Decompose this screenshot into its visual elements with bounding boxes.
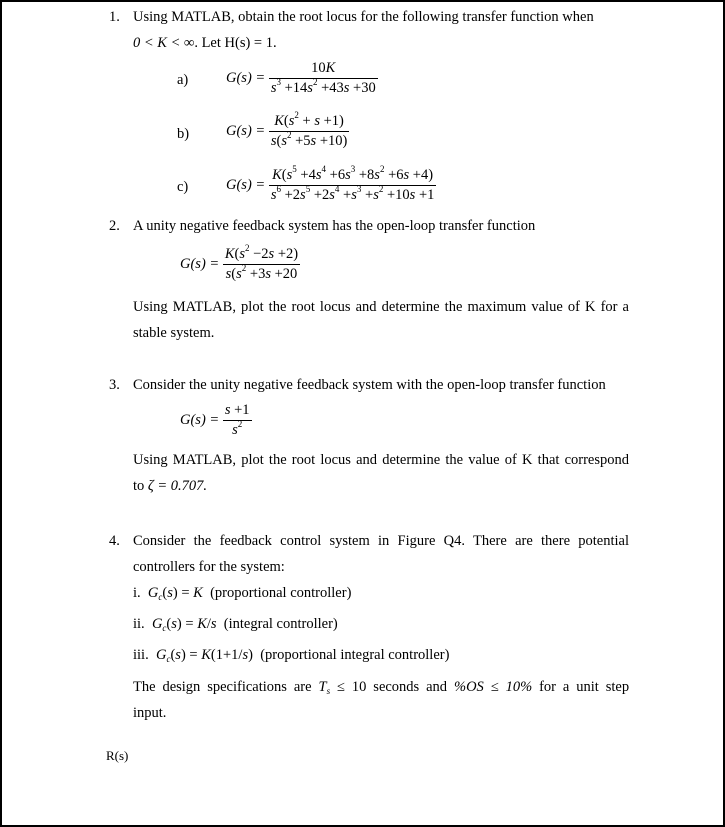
q1-equation-a: G(s) = $\frac{10K}{s^3 +14s^2 +43s +30}$	[226, 60, 376, 96]
q1-text-line1: Using MATLAB, obtain the root locus for the following transfer function when	[133, 9, 594, 25]
q3-paragraph: Using MATLAB, plot the root locus and determine the value of K that correspond to ζ = 0.707.	[133, 452, 629, 494]
q4-specifications: The design specifications are $T_s \le 10$ seconds and %OS ≤ 10% for a unit step input.	[133, 679, 630, 721]
q1-number: 1.	[109, 9, 120, 25]
q1-item-c-label: c)	[177, 179, 189, 195]
q4-paragraph: Consider the feedback control system in Figure Q4. There are there potential controllers for the system:	[133, 533, 629, 575]
q2-paragraph: Using MATLAB, plot the root locus and determine the maximum value of K for a stable system.	[133, 299, 629, 341]
figure-label-rs: R(s)	[106, 748, 129, 763]
zeta-value: ζ = 0.707.	[147, 478, 208, 494]
q4-controller-iii: iii. $G_c(s) = K(1+1/s)$ (proportional integral controller)	[133, 647, 450, 664]
q4-controller-ii: ii. $G_c(s) = K/s$ (integral controller)	[133, 616, 338, 633]
q2-number: 2.	[109, 218, 120, 234]
q1-equation-c: G(s) = $\frac{K(s^5 +4s^4 +6s^3 +8s^2 +6s +4)}{s^6 +2s^5 +2s^4 +s^3 +s^2 +10s +1}$	[226, 164, 435, 203]
q3-equation: G(s) = $\frac{s +1}{s^2}$	[180, 402, 250, 438]
q4-number: 4.	[109, 533, 120, 549]
q1-item-b-label: b)	[177, 126, 190, 142]
q1-item-a-label: a)	[177, 72, 189, 88]
q4-controller-i: i. $G_c(s) = K$ (proportional controller)	[133, 585, 352, 602]
q3-text-line1: Consider the unity negative feedback system with the open-loop transfer function	[133, 377, 606, 393]
q1-text-line2: 0 < K < ∞. Let H(s) = 1.	[133, 35, 277, 51]
q3-number: 3.	[109, 377, 120, 393]
q2-equation: G(s) = $\frac{K(s^2 -2s +2)}{s(s^2 +3s +20}$	[180, 243, 299, 282]
q1-equation-b: G(s) = $\frac{K(s^2 + s +1)}{s(s^2 +5s +10)}$	[226, 110, 348, 149]
q2-text-line1: A unity negative feedback system has the open-loop transfer function	[133, 218, 536, 234]
